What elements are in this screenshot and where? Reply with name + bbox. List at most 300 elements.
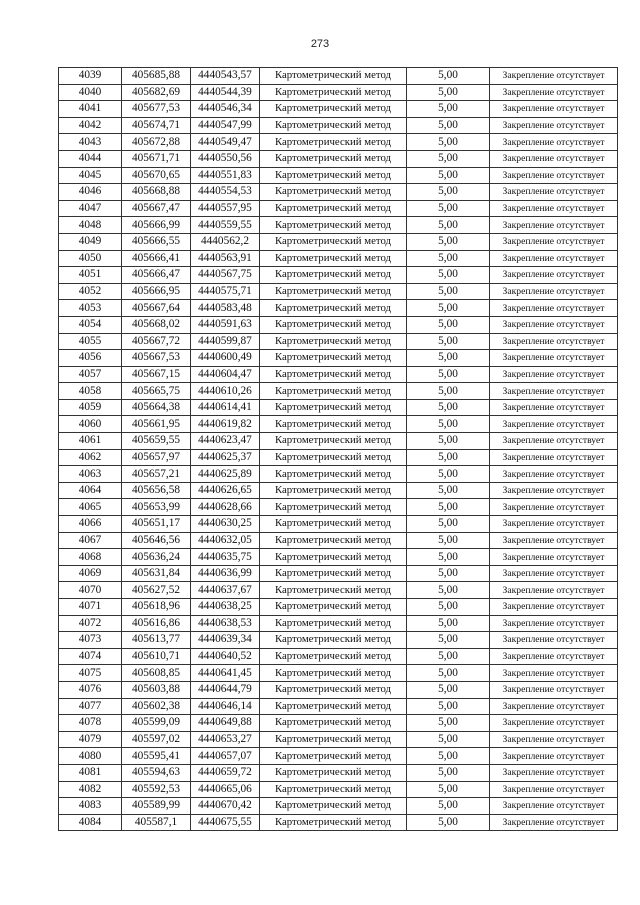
- x-coordinate-cell: 405589,99: [122, 798, 191, 815]
- y-coordinate-cell: 4440625,89: [191, 466, 260, 483]
- point-number-cell: 4049: [59, 233, 122, 250]
- table-row: [59, 350, 618, 367]
- table-row: [59, 366, 618, 383]
- point-number-cell: 4082: [59, 781, 122, 798]
- x-coordinate-cell: 405661,95: [122, 416, 191, 433]
- point-number-cell: 4060: [59, 416, 122, 433]
- table-row: [59, 516, 618, 533]
- point-number-cell: 4081: [59, 764, 122, 781]
- y-coordinate-cell: 4440637,67: [191, 582, 260, 599]
- method-cell: Картометрический метод: [260, 433, 407, 450]
- table-row: [59, 250, 618, 267]
- method-cell: Картометрический метод: [260, 814, 407, 831]
- x-coordinate-cell: 405631,84: [122, 565, 191, 582]
- point-number-cell: 4072: [59, 615, 122, 632]
- x-coordinate-cell: 405667,53: [122, 350, 191, 367]
- accuracy-cell: 5,00: [407, 68, 490, 85]
- method-cell: Картометрический метод: [260, 731, 407, 748]
- x-coordinate-cell: 405665,75: [122, 383, 191, 400]
- table-row: [59, 731, 618, 748]
- accuracy-cell: 5,00: [407, 184, 490, 201]
- method-cell: Картометрический метод: [260, 632, 407, 649]
- y-coordinate-cell: 4440544,39: [191, 84, 260, 101]
- accuracy-cell: 5,00: [407, 350, 490, 367]
- table-row: [59, 416, 618, 433]
- point-number-cell: 4053: [59, 300, 122, 317]
- accuracy-cell: 5,00: [407, 648, 490, 665]
- method-cell: Картометрический метод: [260, 233, 407, 250]
- x-coordinate-cell: 405595,41: [122, 748, 191, 765]
- x-coordinate-cell: 405682,69: [122, 84, 191, 101]
- x-coordinate-cell: 405685,88: [122, 68, 191, 85]
- point-number-cell: 4043: [59, 134, 122, 151]
- fixation-cell: Закрепление отсутствует: [490, 681, 618, 698]
- point-number-cell: 4070: [59, 582, 122, 599]
- x-coordinate-cell: 405603,88: [122, 681, 191, 698]
- point-number-cell: 4056: [59, 350, 122, 367]
- table-row: [59, 184, 618, 201]
- fixation-cell: Закрепление отсутствует: [490, 101, 618, 118]
- table-row: [59, 399, 618, 416]
- point-number-cell: 4052: [59, 283, 122, 300]
- method-cell: Картометрический метод: [260, 665, 407, 682]
- table-row: [59, 549, 618, 566]
- x-coordinate-cell: 405653,99: [122, 499, 191, 516]
- method-cell: Картометрический метод: [260, 366, 407, 383]
- point-number-cell: 4065: [59, 499, 122, 516]
- fixation-cell: Закрепление отсутствует: [490, 582, 618, 599]
- y-coordinate-cell: 4440599,87: [191, 333, 260, 350]
- y-coordinate-cell: 4440630,25: [191, 516, 260, 533]
- fixation-cell: Закрепление отсутствует: [490, 748, 618, 765]
- method-cell: Картометрический метод: [260, 582, 407, 599]
- table-row: [59, 134, 618, 151]
- y-coordinate-cell: 4440636,99: [191, 565, 260, 582]
- method-cell: Картометрический метод: [260, 101, 407, 118]
- method-cell: Картометрический метод: [260, 300, 407, 317]
- accuracy-cell: 5,00: [407, 482, 490, 499]
- point-number-cell: 4051: [59, 267, 122, 284]
- method-cell: Картометрический метод: [260, 333, 407, 350]
- fixation-cell: Закрепление отсутствует: [490, 416, 618, 433]
- y-coordinate-cell: 4440559,55: [191, 217, 260, 234]
- table-row: [59, 599, 618, 616]
- accuracy-cell: 5,00: [407, 798, 490, 815]
- table-row: [59, 267, 618, 284]
- table-row: [59, 300, 618, 317]
- point-number-cell: 4048: [59, 217, 122, 234]
- fixation-cell: Закрепление отсутствует: [490, 532, 618, 549]
- y-coordinate-cell: 4440600,49: [191, 350, 260, 367]
- fixation-cell: Закрепление отсутствует: [490, 217, 618, 234]
- fixation-cell: Закрепление отсутствует: [490, 150, 618, 167]
- point-number-cell: 4044: [59, 150, 122, 167]
- y-coordinate-cell: 4440547,99: [191, 117, 260, 134]
- accuracy-cell: 5,00: [407, 698, 490, 715]
- accuracy-cell: 5,00: [407, 333, 490, 350]
- x-coordinate-cell: 405594,63: [122, 764, 191, 781]
- table-row: [59, 117, 618, 134]
- x-coordinate-cell: 405616,86: [122, 615, 191, 632]
- x-coordinate-cell: 405667,15: [122, 366, 191, 383]
- point-number-cell: 4041: [59, 101, 122, 118]
- y-coordinate-cell: 4440604,47: [191, 366, 260, 383]
- fixation-cell: Закрепление отсутствует: [490, 399, 618, 416]
- table-row: [59, 383, 618, 400]
- x-coordinate-cell: 405668,88: [122, 184, 191, 201]
- table-row: [59, 482, 618, 499]
- point-number-cell: 4071: [59, 599, 122, 616]
- table-row: [59, 233, 618, 250]
- table-row: [59, 101, 618, 118]
- accuracy-cell: 5,00: [407, 267, 490, 284]
- accuracy-cell: 5,00: [407, 764, 490, 781]
- method-cell: Картометрический метод: [260, 798, 407, 815]
- point-number-cell: 4080: [59, 748, 122, 765]
- x-coordinate-cell: 405659,55: [122, 433, 191, 450]
- table-row: [59, 449, 618, 466]
- accuracy-cell: 5,00: [407, 250, 490, 267]
- accuracy-cell: 5,00: [407, 814, 490, 831]
- accuracy-cell: 5,00: [407, 84, 490, 101]
- accuracy-cell: 5,00: [407, 233, 490, 250]
- y-coordinate-cell: 4440554,53: [191, 184, 260, 201]
- table-row: [59, 748, 618, 765]
- accuracy-cell: 5,00: [407, 665, 490, 682]
- accuracy-cell: 5,00: [407, 101, 490, 118]
- table-row: [59, 565, 618, 582]
- x-coordinate-cell: 405672,88: [122, 134, 191, 151]
- fixation-cell: Закрепление отсутствует: [490, 117, 618, 134]
- y-coordinate-cell: 4440635,75: [191, 549, 260, 566]
- method-cell: Картометрический метод: [260, 748, 407, 765]
- fixation-cell: Закрепление отсутствует: [490, 798, 618, 815]
- y-coordinate-cell: 4440563,91: [191, 250, 260, 267]
- y-coordinate-cell: 4440659,72: [191, 764, 260, 781]
- method-cell: Картометрический метод: [260, 283, 407, 300]
- accuracy-cell: 5,00: [407, 416, 490, 433]
- y-coordinate-cell: 4440575,71: [191, 283, 260, 300]
- accuracy-cell: 5,00: [407, 532, 490, 549]
- table-row: [59, 764, 618, 781]
- fixation-cell: Закрепление отсутствует: [490, 499, 618, 516]
- fixation-cell: Закрепление отсутствует: [490, 134, 618, 151]
- point-number-cell: 4078: [59, 715, 122, 732]
- y-coordinate-cell: 4440653,27: [191, 731, 260, 748]
- fixation-cell: Закрепление отсутствует: [490, 549, 618, 566]
- y-coordinate-cell: 4440562,2: [191, 233, 260, 250]
- y-coordinate-cell: 4440657,07: [191, 748, 260, 765]
- table-row: [59, 615, 618, 632]
- x-coordinate-cell: 405667,72: [122, 333, 191, 350]
- accuracy-cell: 5,00: [407, 366, 490, 383]
- x-coordinate-cell: 405592,53: [122, 781, 191, 798]
- y-coordinate-cell: 4440639,34: [191, 632, 260, 649]
- accuracy-cell: 5,00: [407, 399, 490, 416]
- accuracy-cell: 5,00: [407, 134, 490, 151]
- accuracy-cell: 5,00: [407, 681, 490, 698]
- x-coordinate-cell: 405666,99: [122, 217, 191, 234]
- accuracy-cell: 5,00: [407, 516, 490, 533]
- point-number-cell: 4061: [59, 433, 122, 450]
- accuracy-cell: 5,00: [407, 167, 490, 184]
- accuracy-cell: 5,00: [407, 781, 490, 798]
- point-number-cell: 4057: [59, 366, 122, 383]
- table-row: [59, 781, 618, 798]
- method-cell: Картометрический метод: [260, 117, 407, 134]
- x-coordinate-cell: 405610,71: [122, 648, 191, 665]
- method-cell: Картометрический метод: [260, 615, 407, 632]
- method-cell: Картометрический метод: [260, 383, 407, 400]
- method-cell: Картометрический метод: [260, 499, 407, 516]
- method-cell: Картометрический метод: [260, 184, 407, 201]
- method-cell: Картометрический метод: [260, 134, 407, 151]
- x-coordinate-cell: 405602,38: [122, 698, 191, 715]
- accuracy-cell: 5,00: [407, 466, 490, 483]
- method-cell: Картометрический метод: [260, 681, 407, 698]
- accuracy-cell: 5,00: [407, 283, 490, 300]
- point-number-cell: 4045: [59, 167, 122, 184]
- fixation-cell: Закрепление отсутствует: [490, 698, 618, 715]
- table-row: [59, 316, 618, 333]
- fixation-cell: Закрепление отсутствует: [490, 283, 618, 300]
- accuracy-cell: 5,00: [407, 217, 490, 234]
- accuracy-cell: 5,00: [407, 549, 490, 566]
- method-cell: Картометрический метод: [260, 715, 407, 732]
- point-number-cell: 4083: [59, 798, 122, 815]
- fixation-cell: Закрепление отсутствует: [490, 665, 618, 682]
- table-row: [59, 167, 618, 184]
- y-coordinate-cell: 4440675,55: [191, 814, 260, 831]
- x-coordinate-cell: 405664,38: [122, 399, 191, 416]
- fixation-cell: Закрепление отсутствует: [490, 350, 618, 367]
- accuracy-cell: 5,00: [407, 599, 490, 616]
- x-coordinate-cell: 405599,09: [122, 715, 191, 732]
- y-coordinate-cell: 4440646,14: [191, 698, 260, 715]
- accuracy-cell: 5,00: [407, 565, 490, 582]
- method-cell: Картометрический метод: [260, 565, 407, 582]
- table-row: [59, 648, 618, 665]
- method-cell: Картометрический метод: [260, 316, 407, 333]
- y-coordinate-cell: 4440644,79: [191, 681, 260, 698]
- table-row: [59, 798, 618, 815]
- y-coordinate-cell: 4440638,25: [191, 599, 260, 616]
- point-number-cell: 4040: [59, 84, 122, 101]
- point-number-cell: 4066: [59, 516, 122, 533]
- x-coordinate-cell: 405666,55: [122, 233, 191, 250]
- x-coordinate-cell: 405608,85: [122, 665, 191, 682]
- fixation-cell: Закрепление отсутствует: [490, 433, 618, 450]
- table-row: [59, 532, 618, 549]
- x-coordinate-cell: 405627,52: [122, 582, 191, 599]
- y-coordinate-cell: 4440591,63: [191, 316, 260, 333]
- method-cell: Картометрический метод: [260, 549, 407, 566]
- table-row: [59, 466, 618, 483]
- y-coordinate-cell: 4440626,65: [191, 482, 260, 499]
- fixation-cell: Закрепление отсутствует: [490, 648, 618, 665]
- x-coordinate-cell: 405597,02: [122, 731, 191, 748]
- y-coordinate-cell: 4440625,37: [191, 449, 260, 466]
- y-coordinate-cell: 4440550,56: [191, 150, 260, 167]
- fixation-cell: Закрепление отсутствует: [490, 599, 618, 616]
- x-coordinate-cell: 405674,71: [122, 117, 191, 134]
- method-cell: Картометрический метод: [260, 84, 407, 101]
- method-cell: Картометрический метод: [260, 449, 407, 466]
- fixation-cell: Закрепление отсутствует: [490, 233, 618, 250]
- method-cell: Картометрический метод: [260, 599, 407, 616]
- x-coordinate-cell: 405618,96: [122, 599, 191, 616]
- point-number-cell: 4058: [59, 383, 122, 400]
- point-number-cell: 4062: [59, 449, 122, 466]
- point-number-cell: 4054: [59, 316, 122, 333]
- x-coordinate-cell: 405646,56: [122, 532, 191, 549]
- method-cell: Картометрический метод: [260, 764, 407, 781]
- point-number-cell: 4055: [59, 333, 122, 350]
- x-coordinate-cell: 405651,17: [122, 516, 191, 533]
- table-row: [59, 283, 618, 300]
- fixation-cell: Закрепление отсутствует: [490, 632, 618, 649]
- table-row: [59, 632, 618, 649]
- table-row: [59, 715, 618, 732]
- x-coordinate-cell: 405671,71: [122, 150, 191, 167]
- accuracy-cell: 5,00: [407, 748, 490, 765]
- method-cell: Картометрический метод: [260, 466, 407, 483]
- point-number-cell: 4067: [59, 532, 122, 549]
- fixation-cell: Закрепление отсутствует: [490, 814, 618, 831]
- table-row: [59, 499, 618, 516]
- x-coordinate-cell: 405666,95: [122, 283, 191, 300]
- table-row: [59, 84, 618, 101]
- y-coordinate-cell: 4440543,57: [191, 68, 260, 85]
- y-coordinate-cell: 4440623,47: [191, 433, 260, 450]
- point-number-cell: 4079: [59, 731, 122, 748]
- method-cell: Картометрический метод: [260, 399, 407, 416]
- accuracy-cell: 5,00: [407, 582, 490, 599]
- point-number-cell: 4063: [59, 466, 122, 483]
- fixation-cell: Закрепление отсутствует: [490, 200, 618, 217]
- y-coordinate-cell: 4440640,52: [191, 648, 260, 665]
- fixation-cell: Закрепление отсутствует: [490, 316, 618, 333]
- x-coordinate-cell: 405656,58: [122, 482, 191, 499]
- y-coordinate-cell: 4440638,53: [191, 615, 260, 632]
- point-number-cell: 4077: [59, 698, 122, 715]
- method-cell: Картометрический метод: [260, 698, 407, 715]
- point-number-cell: 4073: [59, 632, 122, 649]
- accuracy-cell: 5,00: [407, 632, 490, 649]
- x-coordinate-cell: 405657,21: [122, 466, 191, 483]
- point-number-cell: 4064: [59, 482, 122, 499]
- point-number-cell: 4059: [59, 399, 122, 416]
- method-cell: Картометрический метод: [260, 648, 407, 665]
- x-coordinate-cell: 405668,02: [122, 316, 191, 333]
- fixation-cell: Закрепление отсутствует: [490, 715, 618, 732]
- method-cell: Картометрический метод: [260, 350, 407, 367]
- fixation-cell: Закрепление отсутствует: [490, 516, 618, 533]
- y-coordinate-cell: 4440567,75: [191, 267, 260, 284]
- y-coordinate-cell: 4440614,41: [191, 399, 260, 416]
- point-number-cell: 4075: [59, 665, 122, 682]
- coordinates-table-body: [59, 68, 618, 831]
- point-number-cell: 4047: [59, 200, 122, 217]
- fixation-cell: Закрепление отсутствует: [490, 267, 618, 284]
- accuracy-cell: 5,00: [407, 200, 490, 217]
- y-coordinate-cell: 4440583,48: [191, 300, 260, 317]
- x-coordinate-cell: 405667,64: [122, 300, 191, 317]
- x-coordinate-cell: 405636,24: [122, 549, 191, 566]
- method-cell: Картометрический метод: [260, 150, 407, 167]
- table-row: [59, 433, 618, 450]
- point-number-cell: 4084: [59, 814, 122, 831]
- y-coordinate-cell: 4440670,42: [191, 798, 260, 815]
- table-row: [59, 200, 618, 217]
- fixation-cell: Закрепление отсутствует: [490, 68, 618, 85]
- method-cell: Картометрический метод: [260, 200, 407, 217]
- accuracy-cell: 5,00: [407, 433, 490, 450]
- x-coordinate-cell: 405667,47: [122, 200, 191, 217]
- method-cell: Картометрический метод: [260, 167, 407, 184]
- y-coordinate-cell: 4440665,06: [191, 781, 260, 798]
- fixation-cell: Закрепление отсутствует: [490, 764, 618, 781]
- coordinates-table: [58, 67, 618, 831]
- point-number-cell: 4069: [59, 565, 122, 582]
- fixation-cell: Закрепление отсутствует: [490, 383, 618, 400]
- accuracy-cell: 5,00: [407, 449, 490, 466]
- y-coordinate-cell: 4440628,66: [191, 499, 260, 516]
- fixation-cell: Закрепление отсутствует: [490, 565, 618, 582]
- x-coordinate-cell: 405666,41: [122, 250, 191, 267]
- x-coordinate-cell: 405657,97: [122, 449, 191, 466]
- x-coordinate-cell: 405670,65: [122, 167, 191, 184]
- y-coordinate-cell: 4440549,47: [191, 134, 260, 151]
- accuracy-cell: 5,00: [407, 715, 490, 732]
- table-row: [59, 582, 618, 599]
- method-cell: Картометрический метод: [260, 516, 407, 533]
- table-row: [59, 333, 618, 350]
- table-row: [59, 68, 618, 85]
- method-cell: Картометрический метод: [260, 416, 407, 433]
- y-coordinate-cell: 4440619,82: [191, 416, 260, 433]
- y-coordinate-cell: 4440557,95: [191, 200, 260, 217]
- method-cell: Картометрический метод: [260, 267, 407, 284]
- method-cell: Картометрический метод: [260, 217, 407, 234]
- y-coordinate-cell: 4440546,34: [191, 101, 260, 118]
- table-row: [59, 150, 618, 167]
- fixation-cell: Закрепление отсутствует: [490, 615, 618, 632]
- accuracy-cell: 5,00: [407, 383, 490, 400]
- method-cell: Картометрический метод: [260, 250, 407, 267]
- table-row: [59, 698, 618, 715]
- page-number: 273: [310, 38, 330, 50]
- table-row: [59, 681, 618, 698]
- x-coordinate-cell: 405677,53: [122, 101, 191, 118]
- y-coordinate-cell: 4440641,45: [191, 665, 260, 682]
- fixation-cell: Закрепление отсутствует: [490, 781, 618, 798]
- fixation-cell: Закрепление отсутствует: [490, 466, 618, 483]
- accuracy-cell: 5,00: [407, 117, 490, 134]
- fixation-cell: Закрепление отсутствует: [490, 250, 618, 267]
- fixation-cell: Закрепление отсутствует: [490, 482, 618, 499]
- point-number-cell: 4042: [59, 117, 122, 134]
- fixation-cell: Закрепление отсутствует: [490, 84, 618, 101]
- fixation-cell: Закрепление отсутствует: [490, 333, 618, 350]
- accuracy-cell: 5,00: [407, 150, 490, 167]
- x-coordinate-cell: 405613,77: [122, 632, 191, 649]
- x-coordinate-cell: 405587,1: [122, 814, 191, 831]
- accuracy-cell: 5,00: [407, 316, 490, 333]
- table-row: [59, 814, 618, 831]
- y-coordinate-cell: 4440649,88: [191, 715, 260, 732]
- point-number-cell: 4068: [59, 549, 122, 566]
